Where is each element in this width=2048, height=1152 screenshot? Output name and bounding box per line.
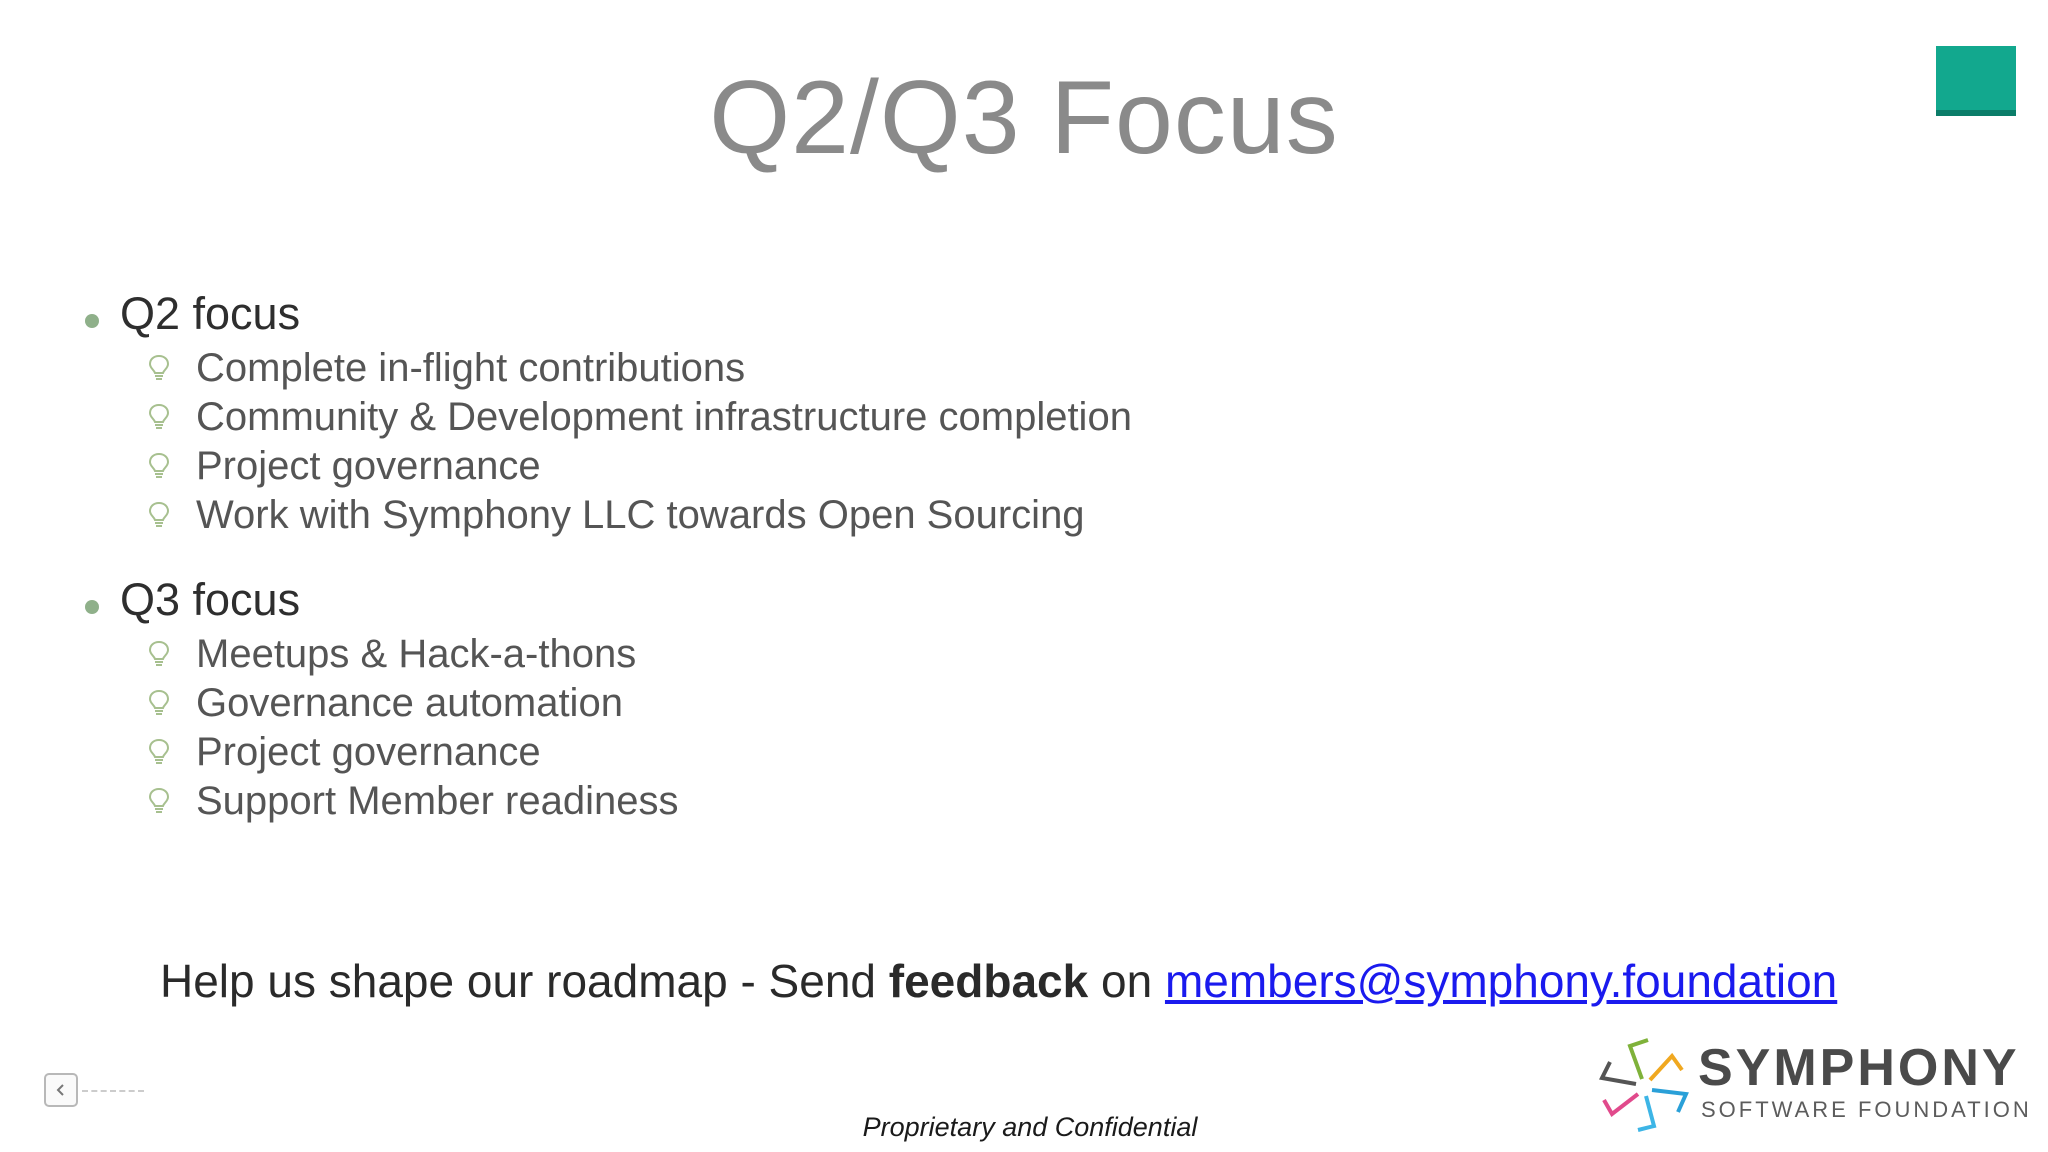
- lightbulb-bullet-icon: [148, 452, 170, 480]
- slide-title: Q2/Q3 Focus: [709, 60, 1339, 176]
- section-heading: Q2 focus: [120, 288, 301, 339]
- footer-confidential: Proprietary and Confidential: [862, 1112, 1198, 1142]
- logo-subtitle: SOFTWARE FOUNDATION: [1701, 1097, 2032, 1122]
- circle-bullet-icon: [85, 600, 99, 614]
- lightbulb-bullet-icon: [148, 354, 170, 382]
- lightbulb-bullet-icon: [148, 738, 170, 766]
- list-item-text: Project governance: [196, 444, 541, 488]
- symphony-logo: [1590, 1034, 2032, 1134]
- list-item-text: Support Member readiness: [196, 779, 679, 823]
- list-item-text: Meetups & Hack-a-thons: [196, 632, 637, 676]
- list-item-text: Governance automation: [196, 681, 623, 725]
- nav-divider: [82, 1090, 144, 1092]
- section-heading: Q3 focus: [120, 574, 301, 625]
- symphony-logo-mark-icon: [1590, 1034, 1700, 1134]
- feedback-prefix: Help us shape our roadmap - Send: [160, 955, 889, 1007]
- feedback-bold: feedback: [888, 955, 1089, 1007]
- chevron-left-icon: [54, 1083, 68, 1097]
- feedback-line: [160, 950, 1837, 1012]
- feedback-middle: on: [1088, 955, 1165, 1007]
- lightbulb-bullet-icon: [148, 640, 170, 668]
- list-item-text: Community & Development infrastructure completion: [196, 395, 1132, 439]
- logo-name: SYMPHONY: [1698, 1039, 2020, 1097]
- feedback-email-link[interactable]: members@symphony.foundation: [1164, 955, 1838, 1007]
- lightbulb-bullet-icon: [148, 501, 170, 529]
- list-item-text: Project governance: [196, 730, 541, 774]
- circle-bullet-icon: [85, 314, 99, 328]
- previous-slide-button[interactable]: [44, 1073, 78, 1107]
- list-item-text: Complete in-flight contributions: [196, 346, 746, 390]
- lightbulb-bullet-icon: [148, 787, 170, 815]
- list-item-text: Work with Symphony LLC towards Open Sourcing: [196, 493, 1085, 537]
- lightbulb-bullet-icon: [148, 689, 170, 717]
- accent-square: [1936, 46, 2016, 116]
- lightbulb-bullet-icon: [148, 403, 170, 431]
